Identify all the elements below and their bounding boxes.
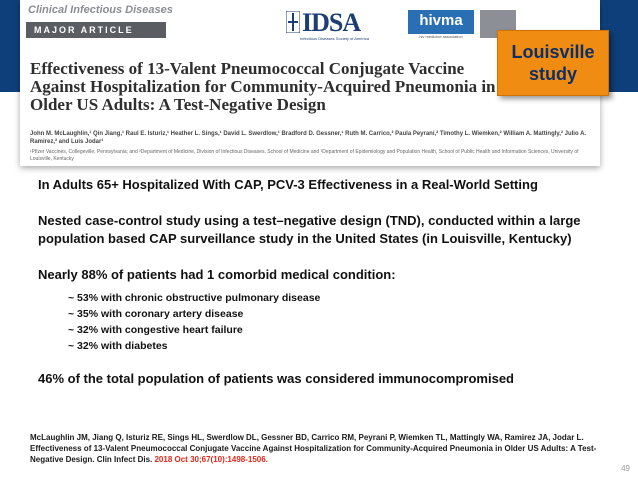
- idsa-emblem-icon: [286, 11, 300, 33]
- article-authors: John M. McLaughlin,¹ Qin Jiang,¹ Raul E. Isturiz,¹ Heather L. Sings,¹ David L. Swerdlow,¹ Bradford D. Gessner,¹ Ruth M. Carrico,² Paula Peyrani,² Timothy L. Wiemken,² William A. Mattingly,² Julio A. Ramirez,² and Luis Jodar¹: [30, 131, 587, 145]
- journal-name: Clinical Infectious Diseases: [28, 4, 173, 16]
- badge-label: Louisville study: [511, 42, 595, 84]
- comorbid-list: [68, 290, 608, 354]
- idsa-logo: [286, 8, 406, 41]
- citation-text: McLaughlin JM, Jiang Q, Isturiz RE, Sings HL, Swerdlow DL, Gessner BD, Carrico RM, Peyrani P, Wiemken TL, Mattingly WA, Ramirez JA, Jodar L. Effectiveness of 13-Valent Pneumococcal Conjugate Vaccine Against Hospitalization for Community-Acquired Pneumonia in Older US Adults: A Test-Negative Design. Clin Infect Dis.: [30, 433, 597, 464]
- section-label: MAJOR ARTICLE: [26, 22, 166, 38]
- citation: [30, 432, 615, 465]
- hivma-tagline: hiv medicine association: [419, 34, 463, 39]
- slide-heading: In Adults 65+ Hospitalized With CAP, PCV-3 Effectiveness in a Real-World Setting: [38, 177, 538, 192]
- hivma-logo: hivma: [408, 10, 474, 34]
- idsa-wordmark: IDSA: [302, 8, 361, 37]
- study-design-text: Nested case-control study using a test–negative design (TND), conducted within a large population based CAP surveillance study in the United States (in Louisville, Kentucky): [38, 213, 581, 246]
- article-title: Effectiveness of 13-Valent Pneumococcal Conjugate Vaccine Against Hospitalization for Community-Acquired Pneumonia in Older US Adults: A Test-Negative Design: [30, 59, 496, 114]
- list-item: ~ 35% with coronary artery disease: [68, 308, 244, 320]
- slide-body: [38, 176, 608, 388]
- list-item: ~ 32% with diabetes: [68, 340, 168, 352]
- idsa-tagline: Infectious Diseases Society of America: [300, 36, 369, 41]
- louisville-study-badge: [497, 30, 609, 96]
- list-item: ~ 32% with congestive heart failure: [68, 324, 243, 336]
- citation-date: 2018 Oct 30;67(10):1498-1506.: [154, 455, 268, 464]
- list-item: ~ 53% with chronic obstructive pulmonary disease: [68, 292, 321, 304]
- slide-number: 49: [621, 464, 630, 473]
- comorbid-intro: Nearly 88% of patients had 1 comorbid medical condition:: [38, 267, 396, 282]
- article-affiliations: ¹Pfizer Vaccines, Collegeville, Pennsylvania; and ²Department of Medicine, Division of Infectious Diseases, School of Medicine and ³Department of Epidemiology and Population Health, School of Public Health and Information Sciences, University of Louisville, Kentucky: [30, 149, 579, 162]
- immunocompromised-text: 46% of the total population of patients was considered immunocompromised: [38, 371, 514, 386]
